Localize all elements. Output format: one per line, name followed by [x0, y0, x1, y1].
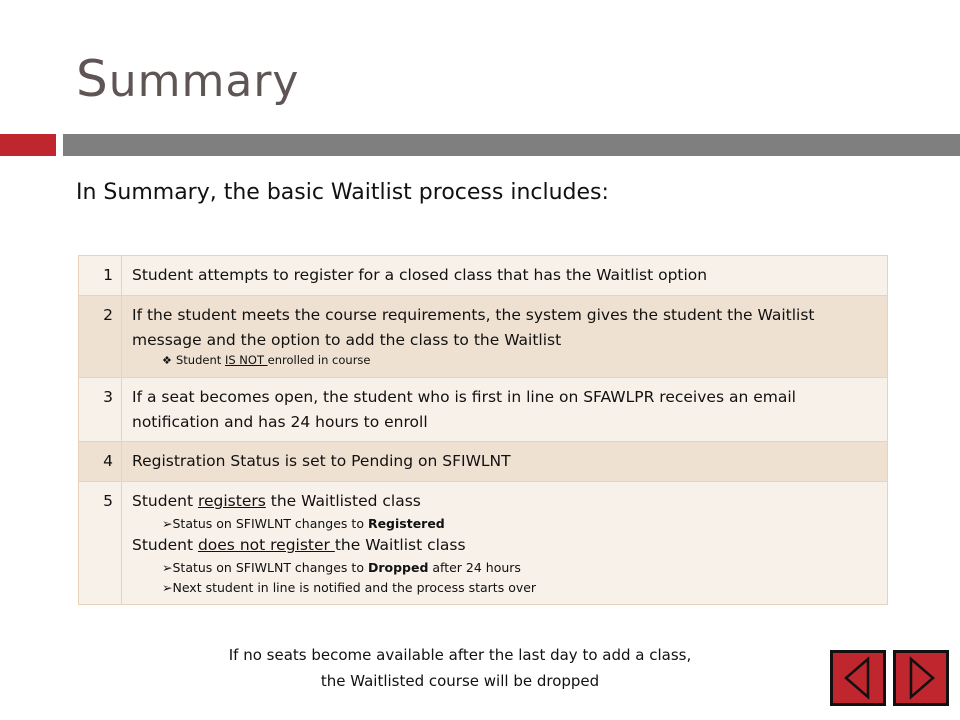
slide-subtitle: In Summary, the basic Waitlist process includes:	[76, 180, 609, 205]
subpoint-text: Status on SFIWLNT changes to	[172, 560, 368, 576]
step-text	[132, 489, 877, 514]
title-rest: ummary	[108, 56, 300, 107]
subpoint-text: Status on SFIWLNT changes to	[172, 516, 368, 532]
step-text: Registration Status is set to Pending on SFIWLNT	[122, 442, 888, 482]
table-row	[79, 377, 888, 442]
title-initial: S	[76, 50, 109, 108]
step-subpoint	[132, 514, 877, 533]
step-text-part: the Waitlist class	[334, 536, 466, 555]
slide-title	[76, 50, 299, 108]
subpoint-text: Next student in line is notified and the process starts over	[172, 579, 537, 595]
table-row	[79, 256, 888, 296]
arrow-bullet-icon: ➢	[162, 516, 173, 532]
arrow-bullet-icon: ➢	[162, 579, 173, 595]
title-accent-bar	[0, 134, 56, 156]
step-number: 1	[79, 256, 122, 296]
subpoint-text: after 24 hours	[428, 560, 521, 576]
step-text: If a seat becomes open, the student who is first in line on SFAWLPR receives an email notification and has 24 hours to enroll	[122, 377, 888, 442]
next-slide-icon	[896, 653, 946, 703]
table-row	[79, 482, 888, 605]
footer-line: If no seats become available after the last day to add a class,	[228, 646, 692, 664]
previous-slide-icon	[833, 653, 883, 703]
subpoint-bold: Dropped	[367, 560, 429, 576]
subpoint-bold: Registered	[367, 516, 445, 532]
arrow-bullet-icon: ➢	[162, 560, 173, 576]
step-text-emphasis: does not register	[197, 536, 335, 555]
diamond-bullet-icon: ❖	[162, 354, 172, 368]
next-slide-button[interactable]	[893, 650, 949, 706]
note-emphasis: IS NOT	[224, 353, 268, 368]
title-divider-bar	[63, 134, 960, 156]
step-text-part: the Waitlisted class	[265, 492, 421, 511]
step-cell	[122, 482, 888, 605]
step-number: 2	[79, 295, 122, 377]
step-cell	[122, 295, 888, 377]
step-text-part: Student	[132, 536, 198, 555]
previous-slide-button[interactable]	[830, 650, 886, 706]
footer-note	[150, 642, 770, 695]
step-text: If the student meets the course requirements, the system gives the student the Waitlist message and the option to add the class to the Waitlist	[132, 305, 815, 349]
step-subpoint	[132, 578, 877, 597]
step-number: 3	[79, 377, 122, 442]
step-number: 5	[79, 482, 122, 605]
note-text: enrolled in course	[267, 353, 371, 368]
step-text-part: Student	[132, 492, 198, 511]
note-text: Student	[176, 353, 225, 368]
step-number: 4	[79, 442, 122, 482]
table-row	[79, 295, 888, 377]
step-text-emphasis: registers	[197, 492, 266, 511]
step-note	[132, 352, 877, 370]
waitlist-steps-table	[78, 255, 888, 605]
footer-line: the Waitlisted course will be dropped	[320, 672, 600, 691]
step-text: Student attempts to register for a closed class that has the Waitlist option	[122, 256, 888, 296]
table-row	[79, 442, 888, 482]
step-text	[132, 533, 877, 558]
step-subpoint	[132, 558, 877, 577]
